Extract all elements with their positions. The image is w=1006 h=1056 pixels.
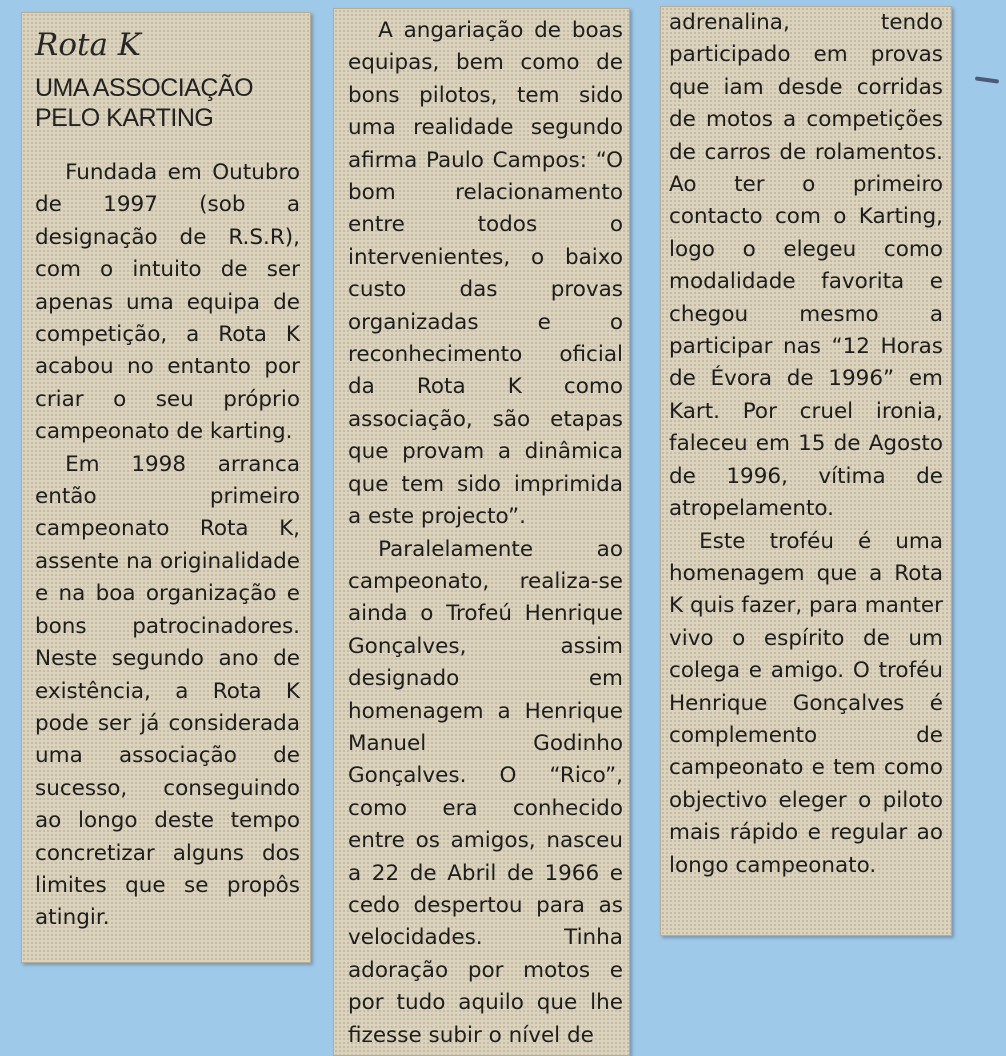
paragraph: Paralelamente ao campeonato, realiza-se ainda o Trofeú Henrique Gonçalves, assim designado em homenagem a Henrique Manuel Godinho Gonçalves. O “Rico”, como era conhecido entre os amigos, nasceu a 22 de Abril de 1966 e cedo despertou para as velocidades. Tinha adoração por motos e por tudo aquilo que lhe fizesse subir o nível de — [348, 536, 623, 1048]
paragraph: Este troféu é uma homenagem que a Rota K quis fazer, para manter vivo o espírito de um colega e amigo. O troféu Henrique Gonçalves é complemento de campeonato e tem como objectivo eleger o piloto mais rápido e regular ao longo campeonato. — [669, 528, 943, 878]
clipping-column-3 — [660, 6, 952, 936]
column-1-text — [35, 157, 300, 935]
clipping-column-1 — [21, 12, 311, 963]
headline-line-2: PELO KARTING — [35, 104, 214, 132]
paragraph: A angariação de boas equipas, bem como de bons pilotos, tem sido uma realidade segundo afirma Paulo Campos: “O bom relacionamento entre todos o intervenientes, o baixo custo das provas organizadas e o reconhecimento oficial da Rota K como associação, são etapas que provam a dinâmica que tem sido imprimida a este projecto”. — [348, 18, 623, 530]
paragraph: Em 1998 arranca então primeiro campeonato Rota K, assente na originalidade e na boa organização e bons patrocinadores. Neste segundo ano de existência, a Rota K pode ser já considerada uma associação de sucesso, conseguindo ao longo deste tempo concretizar alguns dos limites que se propôs atingir. — [35, 451, 300, 931]
pen-mark — [975, 76, 999, 83]
clipping-column-2 — [333, 8, 630, 1056]
paragraph: Fundada em Outubro de 1997 (sob a designação de R.S.R), com o intuito de ser apenas uma equipa de competição, a Rota K acabou no entanto por criar o seu próprio campeonato de karting. — [35, 160, 300, 445]
paragraph: adrenalina, tendo participado em provas que iam desde corridas de motos a competições de carros de rolamentos. Ao ter o primeiro contacto com o Karting, logo o elegeu como modalidade favorita e chegou mesmo a participar nas “12 Horas de Évora de 1996” em Kart. Por cruel ironia, faleceu em 15 de Agosto de 1996, vítima de atropelamento. — [669, 10, 943, 522]
article-headline — [35, 73, 300, 133]
column-2-text — [348, 15, 623, 1052]
column-3-text — [669, 7, 943, 882]
article-title: Rota K — [35, 27, 141, 63]
headline-line-1: UMA ASSOCIAÇÃO — [35, 74, 254, 102]
